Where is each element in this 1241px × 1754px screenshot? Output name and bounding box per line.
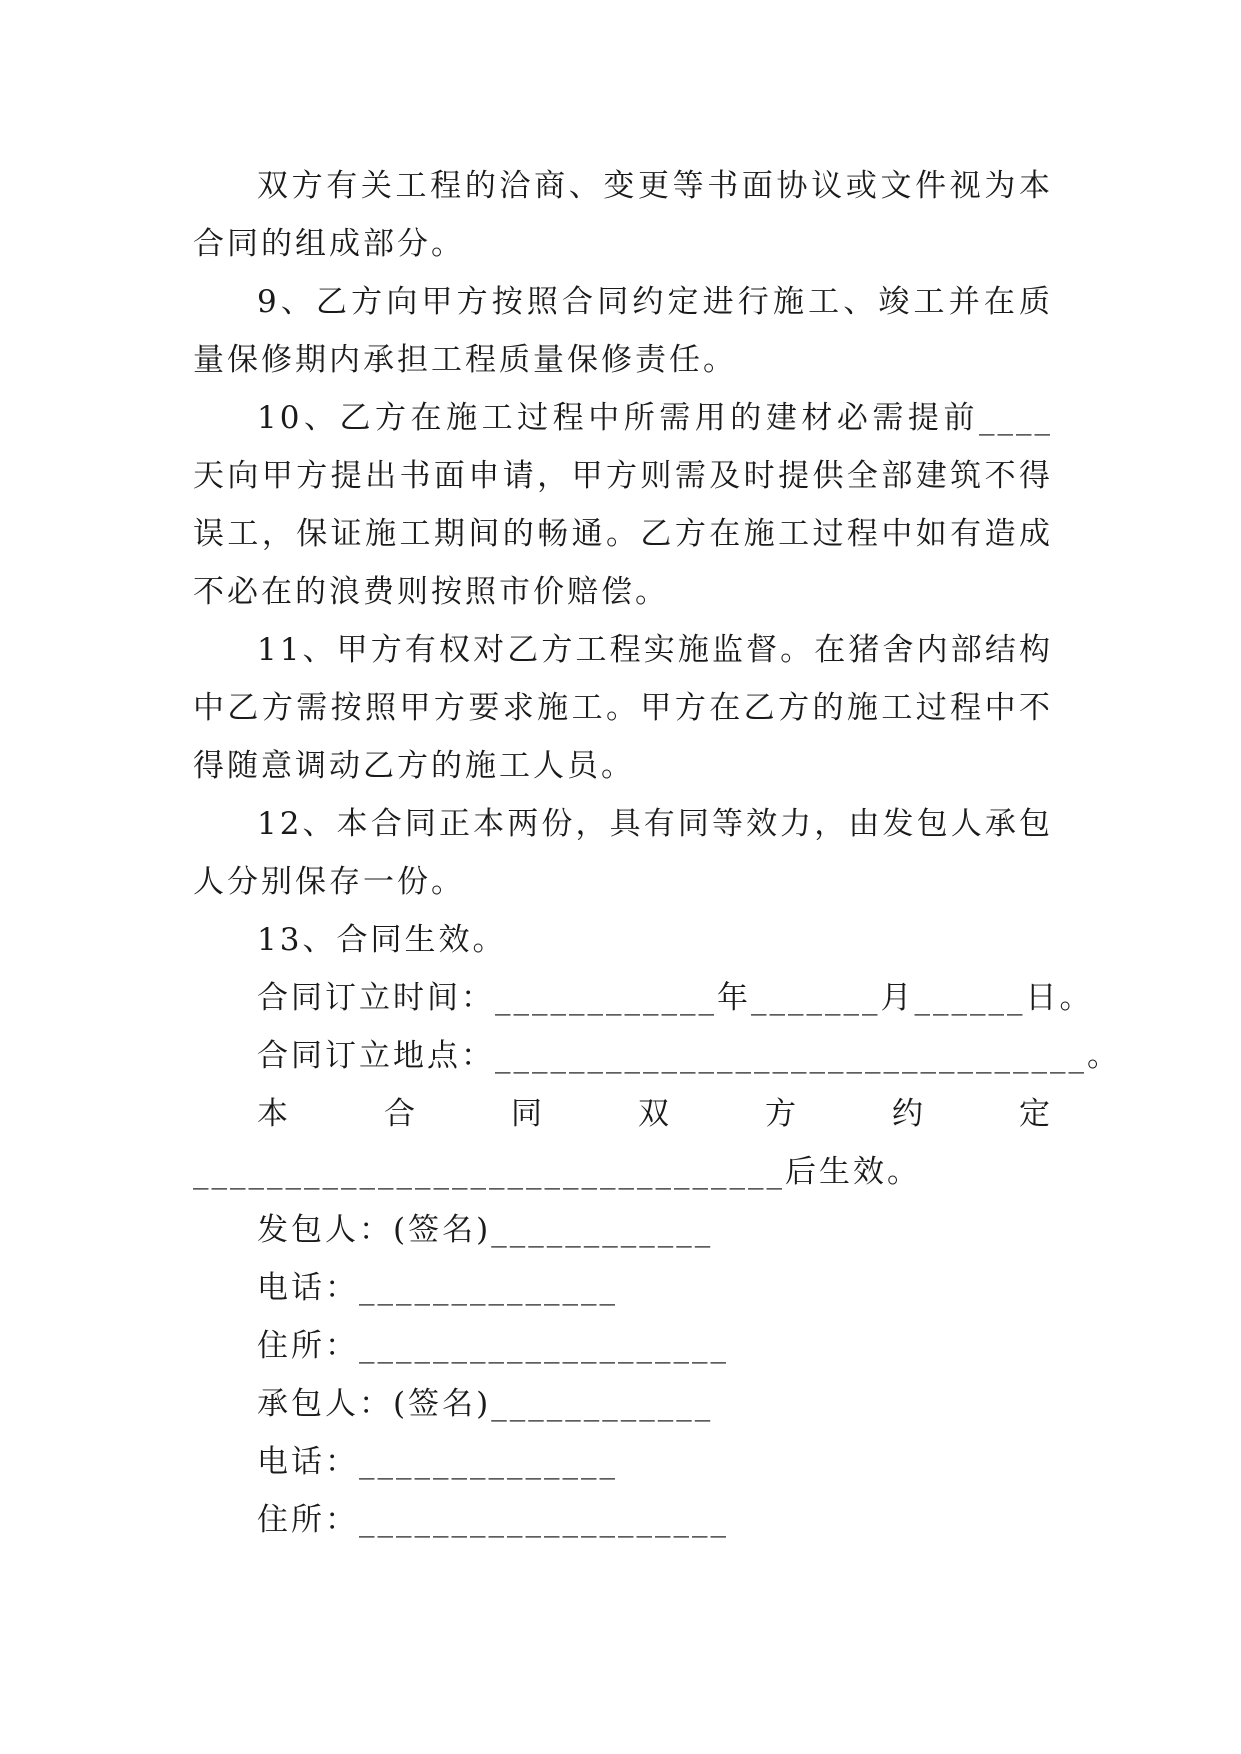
paragraph-clause-13: 13、合同生效。 — [257, 922, 507, 958]
party-a-signature: 发包人：(签名)____________ — [257, 1212, 714, 1248]
document-page — [193, 157, 1121, 1549]
party-b-phone: 电话：______________ — [257, 1444, 618, 1480]
paragraph-attachments: 双方有关工程的洽商、变更等书面协议或文件视为本合同的组成部分。 — [193, 168, 1053, 262]
paragraph-clause-11: 11、甲方有权对乙方工程实施监督。在猪舍内部结构中乙方需按照甲方要求施工。甲方在乙方的施工过程中不得随意调动乙方的施工人员。 — [193, 632, 1053, 784]
effective-clause: 本合同双方约定________________________________后生效。 — [193, 1096, 1053, 1190]
sign-place-line: 合同订立地点：________________________________。 — [257, 1038, 1121, 1074]
paragraph-clause-10: 10、乙方在施工过程中所需用的建材必需提前____天向甲方提出书面申请，甲方则需及时提供全部建筑不得误工，保证施工期间的畅通。乙方在施工过程中如有造成不必在的浪费则按照市价赔偿。 — [193, 400, 1053, 610]
paragraph-clause-9: 9、乙方向甲方按照合同约定进行施工、竣工并在质量保修期内承担工程质量保修责任。 — [193, 284, 1053, 378]
sign-time-line: 合同订立时间：____________年_______月______日。 — [257, 980, 1094, 1016]
party-b-address: 住所：____________________ — [257, 1502, 729, 1538]
paragraph-clause-12: 12、本合同正本两份，具有同等效力，由发包人承包人分别保存一份。 — [193, 806, 1053, 900]
party-a-phone: 电话：______________ — [257, 1270, 618, 1306]
party-a-address: 住所：____________________ — [257, 1328, 729, 1364]
party-b-signature: 承包人：(签名)____________ — [257, 1386, 714, 1422]
